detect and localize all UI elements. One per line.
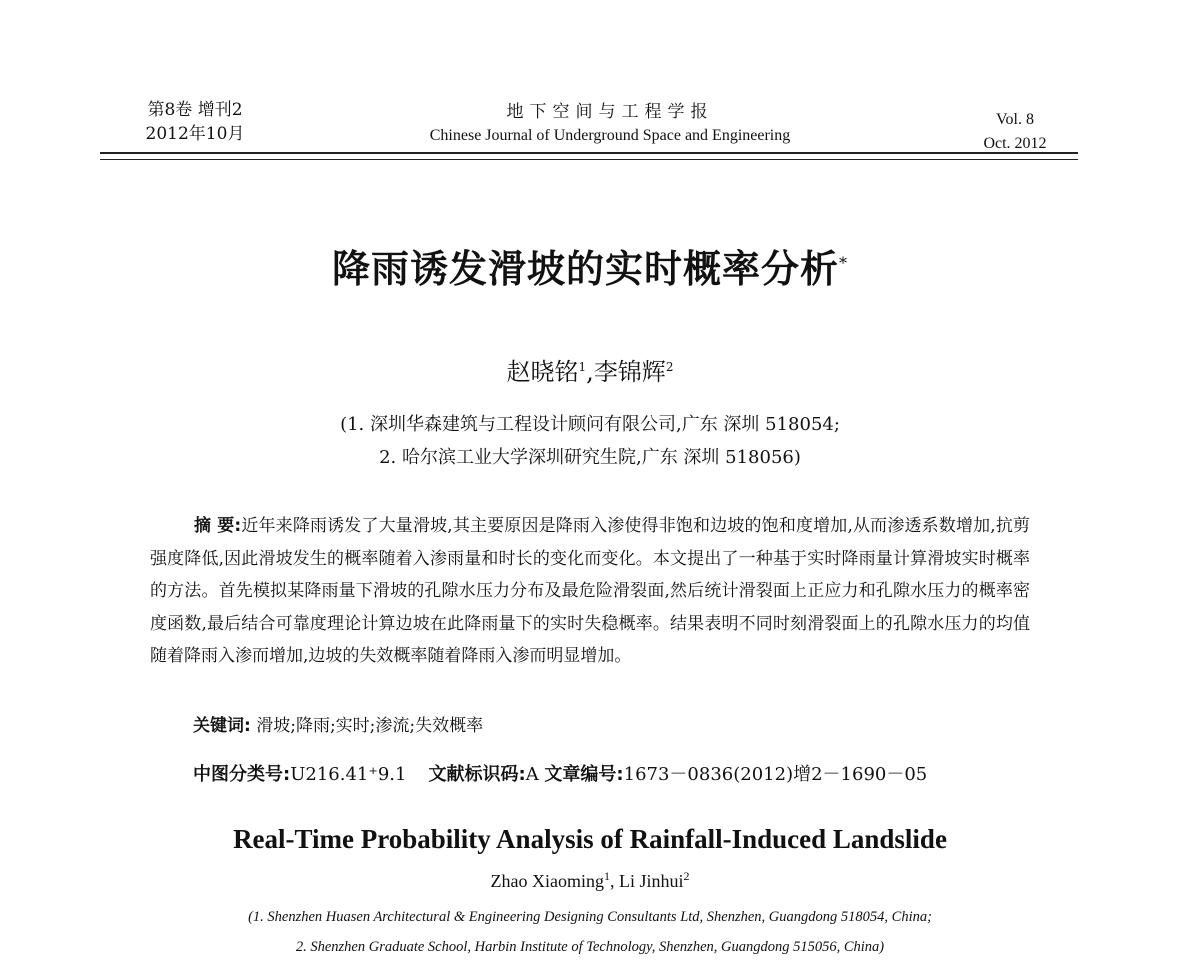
affiliation-line: 2. 哈尔滨工业大学深圳研究生院,广东 深圳 518056)	[379, 447, 801, 468]
issue-date-en: Oct. 2012	[983, 135, 1047, 152]
clc-value: U216.41⁺9.1	[290, 764, 407, 785]
paper-title	[0, 238, 1180, 293]
keywords-label: 关键词:	[193, 716, 251, 736]
english-affiliation-line: (1. Shenzhen Huasen Architectural & Engineering Designing Consultants Ltd, Shenzhen, Guangdong 518054, China;	[248, 909, 932, 925]
header-volume-info	[960, 108, 1070, 156]
keywords	[193, 711, 483, 736]
english-affiliation-line: 2. Shenzhen Graduate School, Harbin Institute of Technology, Shenzhen, Guangdong 515056, China)	[295, 939, 885, 955]
author-affil-mark: 2	[665, 360, 674, 374]
abstract-label: 摘 要:	[194, 516, 242, 536]
title-footnote-mark: *	[839, 253, 848, 273]
abstract-text: 近年来降雨诱发了大量滑坡,其主要原因是降雨入渗使得非饱和边坡的饱和度增加,从而渗透系数增加,抗剪强度降低,因此滑坡发生的概率随着入渗雨量和时长的变化而变化。本文提出了一种基于实时降雨量计算滑坡实时概率的方法。首先模拟某降雨量下滑坡的孔隙水压力分布及最危险滑裂面,然后统计滑裂面上正应力和孔隙水压力的概率密度函数,最后结合可靠度理论计算边坡在此降雨量下的实时失稳概率。结果表明不同时刻滑裂面上的孔隙水压力的均值随着降雨入渗而增加,边坡的失效概率随着降雨入渗而明显增加。	[150, 516, 1031, 666]
english-author-name: Li Jinhui	[618, 871, 684, 891]
volume-en: Vol. 8	[996, 111, 1034, 128]
author-name: 赵晓铭	[506, 358, 579, 386]
clc-label: 中图分类号:	[193, 764, 291, 785]
volume-issue: 第8卷 增刊2	[147, 100, 243, 120]
keywords-text: 滑坡;降雨;实时;渗流;失效概率	[256, 716, 484, 736]
classification-line	[193, 760, 927, 786]
english-title: Real-Time Probability Analysis of Rainfall-Induced Landslide	[233, 824, 947, 854]
journal-name-cn: 地下空间与工程学报	[506, 102, 714, 122]
journal-name-en: Chinese Journal of Underground Space and Engineering	[429, 127, 791, 144]
header-rule-thin	[100, 159, 1078, 160]
english-author-affil-mark: 2	[683, 869, 690, 883]
english-author-list	[0, 869, 1180, 892]
author-affil-mark: 1	[578, 360, 587, 374]
affiliations	[0, 408, 1180, 474]
author-list	[0, 352, 1180, 387]
header-issue-info	[120, 98, 270, 146]
english-affiliations	[0, 902, 1180, 962]
affiliation-line: (1. 深圳华森建筑与工程设计顾问有限公司,广东 深圳 518054;	[340, 414, 840, 435]
author-name: 李锦辉	[593, 358, 666, 386]
journal-name	[330, 100, 890, 148]
author-separator: ,	[586, 358, 594, 386]
doc-code-label: 文献标识码:	[428, 764, 526, 785]
english-author-name: Zhao Xiaoming	[490, 871, 604, 891]
doc-code-value: A	[525, 764, 539, 785]
paper-title-text: 降雨诱发滑坡的实时概率分析	[331, 246, 839, 291]
english-author-affil-mark: 1	[603, 869, 610, 883]
article-number-value: 1673－0836(2012)增2－1690－05	[623, 764, 928, 785]
english-author-separator: ,	[609, 871, 619, 891]
issue-date-cn: 2012年10月	[145, 124, 245, 144]
abstract	[150, 510, 1030, 673]
article-number-label: 文章编号:	[544, 764, 624, 785]
header-rule-thick	[100, 152, 1078, 154]
